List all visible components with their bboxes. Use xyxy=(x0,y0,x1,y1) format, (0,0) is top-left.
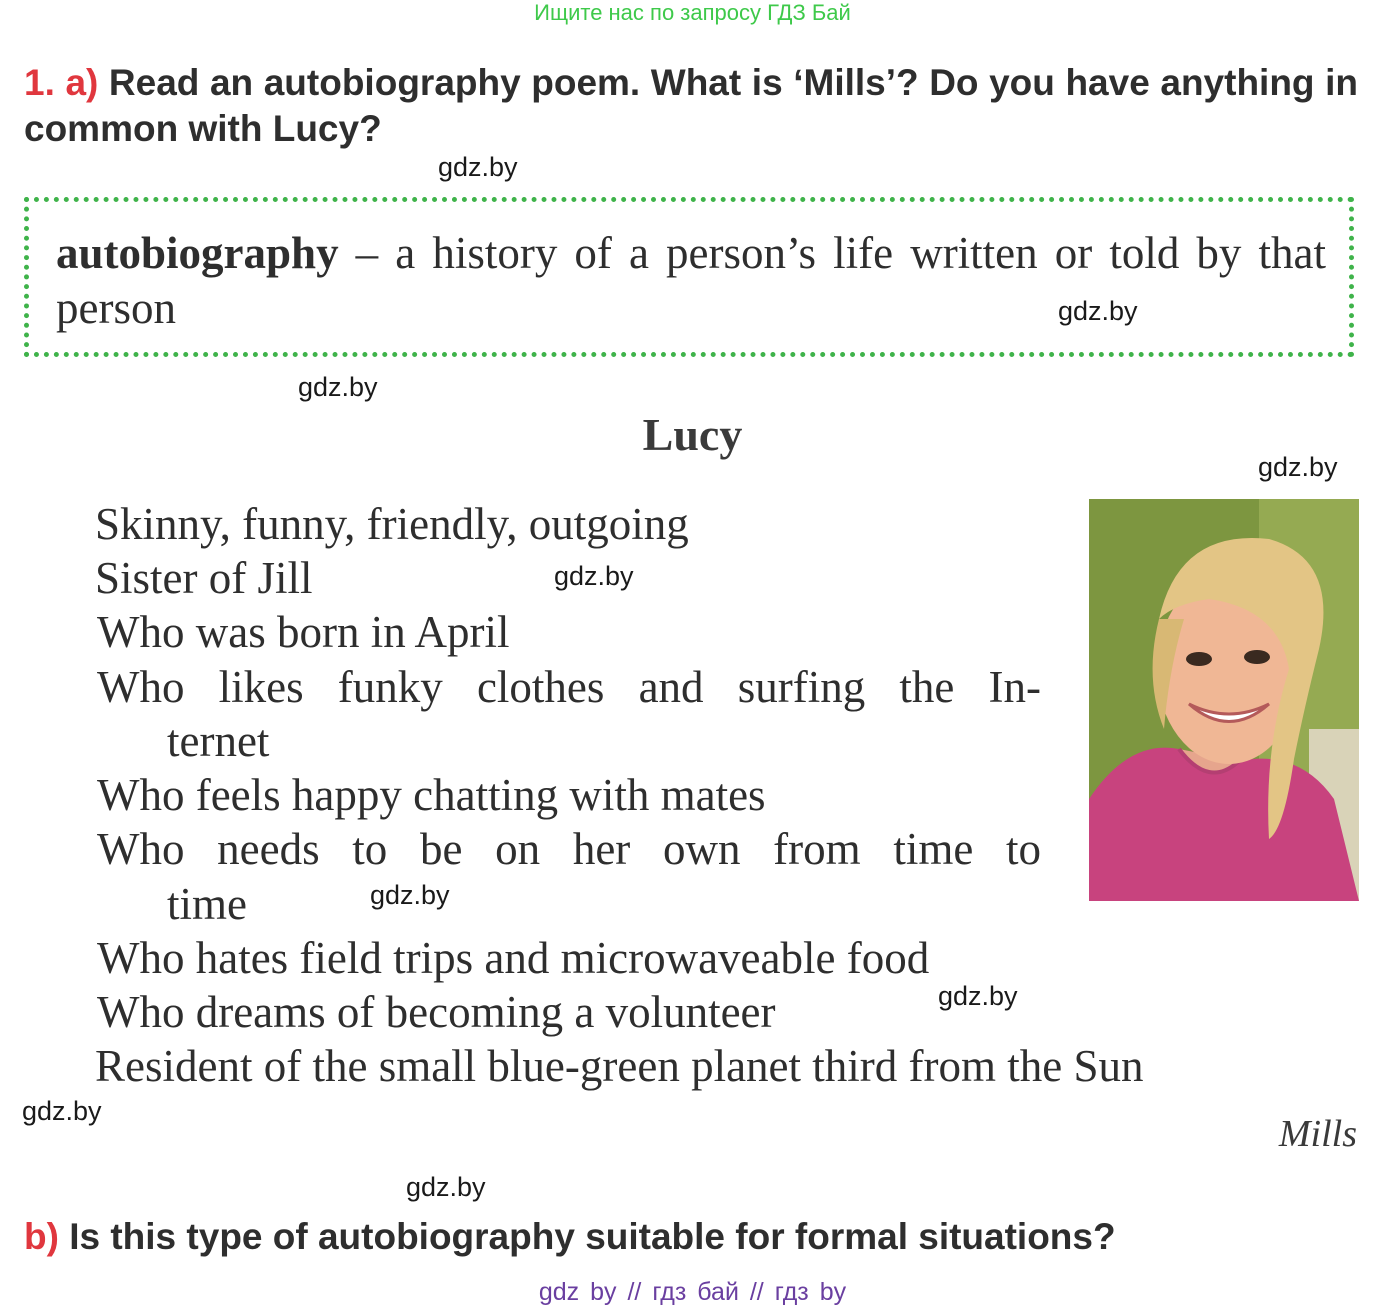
poem-line: Skinny, funny, friendly, outgoing xyxy=(95,499,689,549)
watermark: gdz.by xyxy=(438,152,518,182)
watermark: gdz.by xyxy=(554,561,634,591)
poem-line: Who needs to be on her own from time to xyxy=(97,824,1041,874)
poem-line: Sister of Jill xyxy=(95,553,313,603)
poem-line: Who hates field trips and microwaveable food xyxy=(97,933,930,983)
girl-portrait-image xyxy=(1089,499,1359,901)
task-a-heading xyxy=(24,60,1358,152)
poem-line: Who feels happy chatting with mates xyxy=(97,770,766,820)
poem-line: time xyxy=(167,879,247,929)
watermark: gdz.by xyxy=(938,981,1018,1011)
task-letter-a: a) xyxy=(65,62,99,103)
poem-line: Who dreams of becoming a volunteer xyxy=(97,987,776,1037)
task-number: 1. xyxy=(24,62,55,103)
definition-meaning: – a history of a person’s life written or told by that person xyxy=(56,228,1326,333)
task-a-text: Read an autobiography poem. What is ‘Mills’? Do you have anything in common with Lucy? xyxy=(24,62,1358,149)
watermark: gdz.by xyxy=(298,372,378,402)
task-b-heading xyxy=(24,1214,1358,1260)
watermark: gdz.by xyxy=(406,1172,486,1202)
watermark: gdz.by xyxy=(1258,452,1338,482)
poem-author: Mills xyxy=(1278,1113,1357,1155)
top-banner: Ищите нас по запросу ГДЗ Бай xyxy=(534,0,851,25)
poem-line: Who was born in April xyxy=(97,607,510,657)
poem-title: Lucy xyxy=(642,409,743,460)
girl-photo xyxy=(1089,499,1359,901)
poem-line: Who likes funky clothes and surfing the In- xyxy=(97,662,1041,712)
task-letter-b: b) xyxy=(24,1216,59,1257)
footer-watermark: gdz by // гдз бай // гдз by xyxy=(538,1278,847,1306)
watermark: gdz.by xyxy=(370,880,450,910)
definition-term: autobiography xyxy=(56,228,339,278)
task-b-text: Is this type of autobiography suitable for formal situations? xyxy=(69,1216,1116,1257)
poem-line: Resident of the small blue-green planet third from the Sun xyxy=(95,1041,1144,1091)
watermark: gdz.by xyxy=(1058,296,1138,326)
watermark: gdz.by xyxy=(22,1096,102,1126)
poem-line: ternet xyxy=(167,716,270,766)
